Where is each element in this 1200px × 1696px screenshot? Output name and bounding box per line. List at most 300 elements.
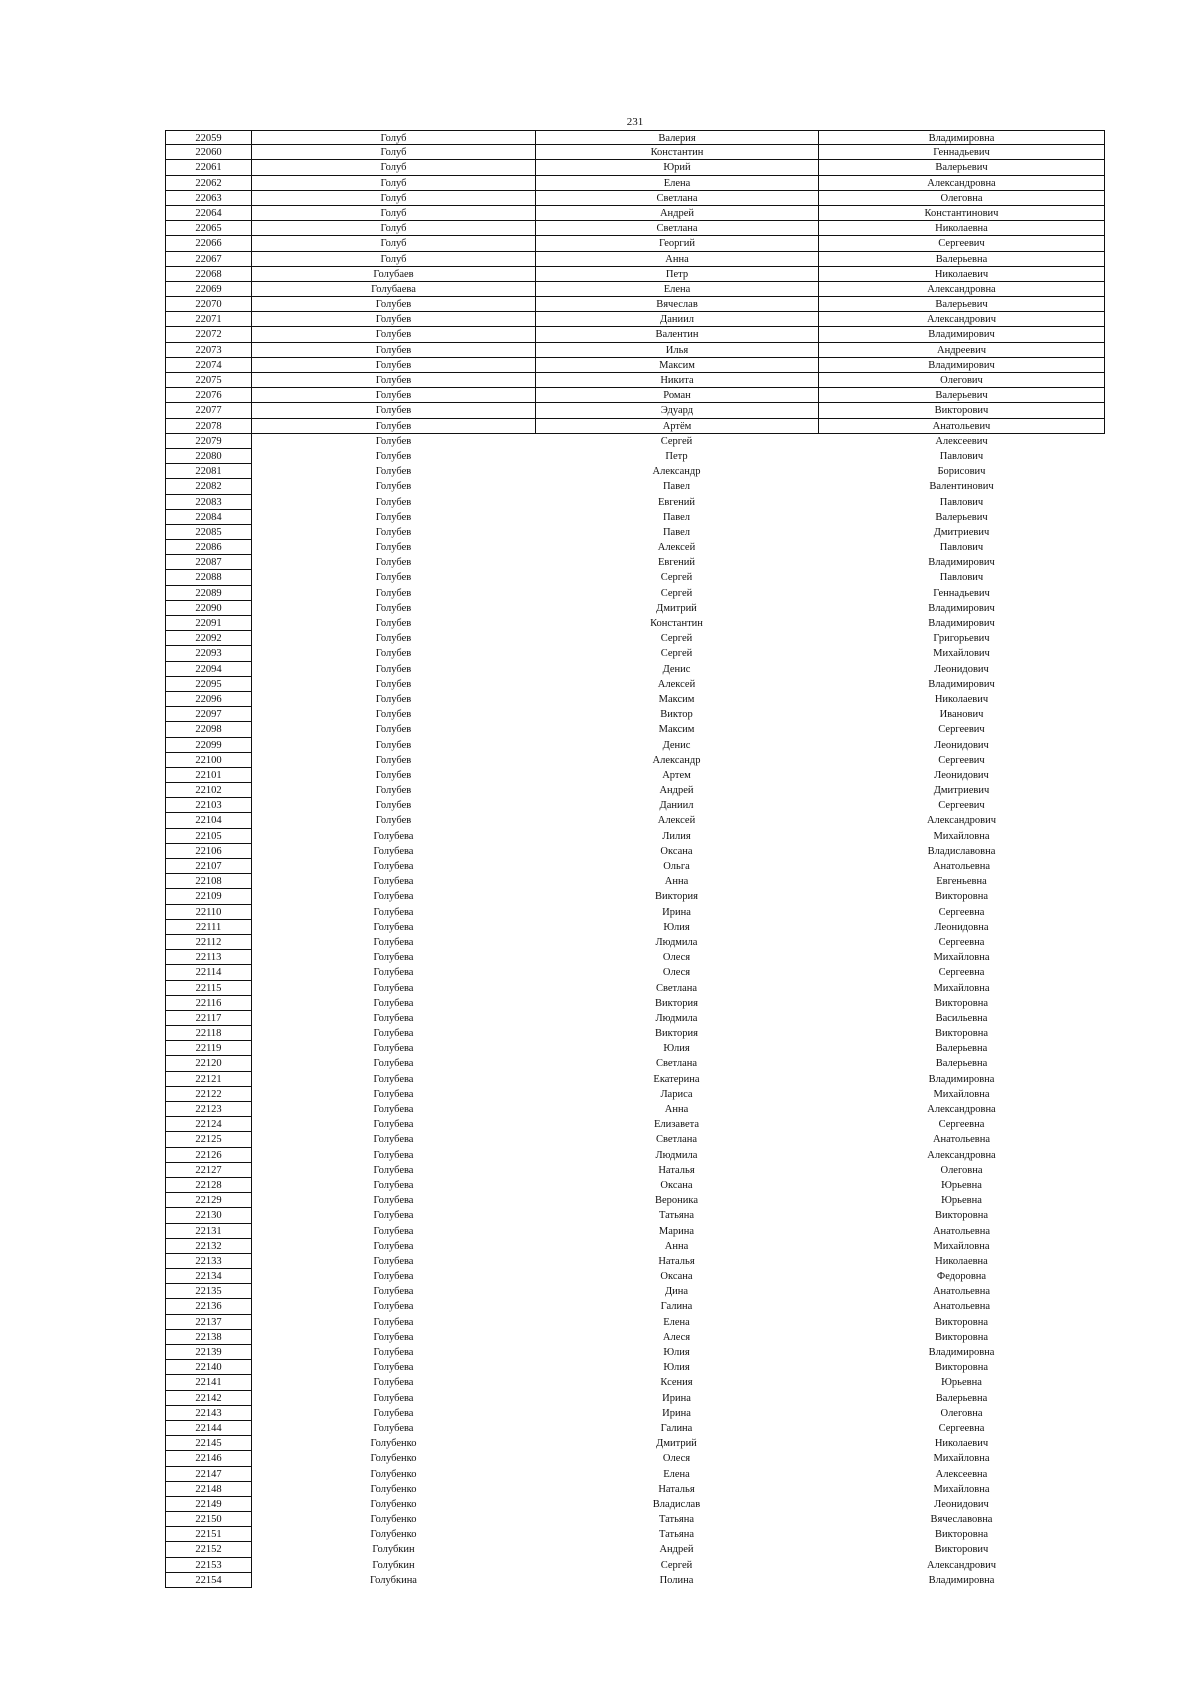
table-row: [165, 343, 1105, 358]
last-name: Голубева: [373, 1392, 414, 1404]
record-number: 22141: [165, 1375, 252, 1390]
last-name: Голубева: [373, 921, 414, 933]
patronymic: Михайловна: [933, 982, 990, 994]
first-name: Юлия: [663, 1347, 690, 1358]
first-name: Юрий: [535, 160, 818, 175]
first-name: Олеся: [662, 1453, 691, 1465]
last-name: Голубева: [373, 1088, 414, 1100]
last-name: Голуб: [252, 236, 535, 251]
table-row: [165, 206, 1105, 221]
first-name: Анна: [535, 252, 818, 267]
patronymic: Алексеевич: [935, 435, 988, 447]
first-name: Петр: [535, 267, 818, 282]
first-name: Юлия: [663, 921, 690, 933]
first-name: Вячеслав: [535, 297, 818, 312]
patronymic: Леонидович: [934, 663, 989, 675]
table-row: [165, 646, 1105, 661]
record-number: 22123: [165, 1102, 252, 1117]
table-row: [165, 981, 1105, 996]
table-row: [165, 1391, 1105, 1406]
table-row: [165, 358, 1105, 373]
first-name: Максим: [658, 693, 695, 705]
record-number: 22143: [165, 1406, 252, 1421]
last-name: Голубева: [373, 906, 414, 918]
record-number: 22105: [165, 829, 252, 844]
last-name: Голубев: [375, 435, 412, 447]
first-name: Анна: [664, 1240, 689, 1252]
first-name: Алексей: [657, 678, 696, 690]
first-name: Павел: [662, 511, 691, 523]
record-number: 22081: [165, 464, 252, 479]
table-row: [165, 1573, 1105, 1588]
first-name: Людмила: [655, 1149, 698, 1161]
table-row: [165, 859, 1105, 874]
last-name: Голубев: [252, 358, 535, 373]
record-number: 22106: [165, 844, 252, 859]
first-name: Денис: [662, 739, 691, 751]
last-name: Голубева: [373, 1407, 414, 1419]
first-name: Сергей: [660, 633, 693, 645]
table-row: [165, 1117, 1105, 1132]
table-row: [165, 1284, 1105, 1299]
last-name: Голубев: [375, 587, 412, 599]
last-name: Голубева: [373, 891, 414, 903]
patronymic: Евгеньевна: [936, 876, 987, 888]
last-name: Голубев: [375, 663, 412, 675]
first-name: Оксана: [660, 1271, 693, 1283]
last-name: Голубева: [373, 1210, 414, 1222]
first-name: Юлия: [663, 1362, 690, 1374]
patronymic: Григорьевич: [933, 633, 990, 645]
last-name: Голубев: [252, 403, 535, 418]
record-number: 22077: [165, 403, 252, 418]
patronymic: Павлович: [939, 496, 984, 508]
first-name: Илья: [535, 343, 818, 358]
record-number: 22101: [165, 768, 252, 783]
record-number: 22137: [165, 1315, 252, 1330]
table-row: [165, 282, 1105, 297]
patronymic: Владимировна: [928, 1347, 995, 1358]
record-number: 22133: [165, 1254, 252, 1269]
last-name: Голубенко: [370, 1529, 417, 1541]
first-name: Ольга: [663, 861, 690, 872]
patronymic: Викторович: [934, 1544, 989, 1556]
patronymic: Геннадьевич: [818, 145, 1105, 160]
first-name: Виктория: [655, 1028, 698, 1040]
table-row: [165, 130, 1105, 145]
record-number: 22062: [165, 176, 252, 191]
record-number: 22095: [165, 677, 252, 692]
last-name: Голубев: [375, 602, 412, 614]
last-name: Голубев: [375, 526, 412, 538]
table-row: [165, 1102, 1105, 1117]
last-name: Голубев: [375, 769, 412, 781]
record-number: 22091: [165, 616, 252, 631]
patronymic: Михайловна: [933, 1240, 990, 1252]
first-name: Эдуард: [535, 403, 818, 418]
first-name: Владислав: [652, 1498, 701, 1510]
table-row: [165, 464, 1105, 479]
patronymic: Владимирович: [928, 557, 995, 569]
patronymic: Васильевна: [935, 1012, 988, 1024]
record-number: 22134: [165, 1269, 252, 1284]
table-row: [165, 1087, 1105, 1102]
patronymic: Михайловна: [933, 1483, 990, 1495]
last-name: Голубенко: [370, 1483, 417, 1495]
first-name: Анна: [664, 1104, 689, 1115]
record-number: 22059: [165, 130, 252, 145]
last-name: Голубев: [375, 709, 412, 721]
patronymic: Сергеевна: [938, 1119, 985, 1131]
record-number: 22087: [165, 555, 252, 570]
patronymic: Анатольевич: [818, 419, 1105, 434]
record-number: 22065: [165, 221, 252, 236]
patronymic: Николаевна: [818, 221, 1105, 236]
last-name: Голуб: [252, 252, 535, 267]
first-name: Даниил: [535, 312, 818, 327]
first-name: Оксана: [660, 1179, 693, 1191]
last-name: Голубева: [373, 1225, 414, 1237]
first-name: Елена: [663, 1468, 690, 1480]
record-number: 22114: [165, 965, 252, 980]
last-name: Голуб: [252, 176, 535, 191]
table-row: [165, 403, 1105, 418]
record-number: 22115: [165, 981, 252, 996]
record-number: 22089: [165, 586, 252, 601]
last-name: Голуб: [252, 160, 535, 175]
last-name: Голуб: [252, 206, 535, 221]
first-name: Юлия: [663, 1043, 690, 1055]
last-name: Голубева: [373, 1179, 414, 1191]
patronymic: Леонидовна: [934, 921, 989, 933]
last-name: Голубаева: [252, 282, 535, 297]
patronymic: Андреевич: [818, 343, 1105, 358]
patronymic: Владимировна: [928, 1073, 995, 1085]
record-number: 22118: [165, 1026, 252, 1041]
record-number: 22086: [165, 540, 252, 555]
record-number: 22113: [165, 950, 252, 965]
first-name: Ксения: [660, 1377, 693, 1389]
patronymic: Юрьевна: [941, 1179, 982, 1191]
patronymic: Михайлович: [933, 648, 990, 660]
record-number: 22122: [165, 1087, 252, 1102]
last-name: Голубев: [375, 481, 412, 493]
patronymic: Сергеевна: [938, 967, 985, 979]
record-number: 22078: [165, 419, 252, 434]
patronymic: Сергеевна: [938, 1422, 985, 1434]
record-number: 22142: [165, 1391, 252, 1406]
patronymic: Олеговна: [940, 1164, 983, 1176]
patronymic: Анатольевна: [932, 1301, 991, 1313]
record-number: 22136: [165, 1299, 252, 1314]
last-name: Голубев: [252, 297, 535, 312]
table-row: [165, 1178, 1105, 1193]
table-row: [165, 1056, 1105, 1071]
record-number: 22064: [165, 206, 252, 221]
record-number: 22099: [165, 738, 252, 753]
last-name: Голубева: [373, 1012, 414, 1024]
first-name: Даниил: [659, 800, 694, 812]
first-name: Ирина: [662, 906, 691, 918]
table-row: [165, 1558, 1105, 1573]
record-number: 22138: [165, 1330, 252, 1345]
table-row: [165, 252, 1105, 267]
record-number: 22072: [165, 327, 252, 342]
table-row: [165, 221, 1105, 236]
patronymic: Владимирович: [928, 618, 995, 629]
last-name: Голубев: [375, 754, 412, 766]
first-name: Наталья: [658, 1164, 695, 1176]
first-name: Роман: [535, 388, 818, 403]
patronymic: Анатольевна: [932, 1225, 991, 1237]
first-name: Денис: [662, 663, 691, 675]
patronymic: Федоровна: [936, 1271, 987, 1283]
first-name: Максим: [658, 724, 695, 736]
record-number: 22070: [165, 297, 252, 312]
record-number: 22146: [165, 1451, 252, 1466]
last-name: Голубева: [373, 1301, 414, 1313]
first-name: Евгений: [657, 496, 696, 508]
first-name: Галина: [660, 1422, 693, 1434]
table-row: [165, 1193, 1105, 1208]
patronymic: Александрович: [926, 1559, 997, 1571]
record-number: 22140: [165, 1360, 252, 1375]
patronymic: Павлович: [939, 450, 984, 462]
first-name: Дмитрий: [656, 1438, 697, 1450]
first-name: Георгий: [535, 236, 818, 251]
patronymic: Юрьевна: [941, 1377, 982, 1389]
first-name: Татьяна: [658, 1514, 695, 1526]
record-number: 22144: [165, 1421, 252, 1436]
first-name: Елена: [663, 1316, 690, 1328]
last-name: Голубева: [373, 1240, 414, 1252]
first-name: Татьяна: [658, 1210, 695, 1222]
first-name: Алексей: [657, 542, 696, 554]
first-name: Галина: [660, 1301, 693, 1313]
first-name: Светлана: [655, 1058, 698, 1070]
record-number: 22100: [165, 753, 252, 768]
first-name: Валентин: [535, 327, 818, 342]
first-name: Андрей: [535, 206, 818, 221]
table-row: [165, 798, 1105, 813]
last-name: Голубев: [252, 373, 535, 388]
last-name: Голубева: [373, 936, 414, 948]
patronymic: Иванович: [939, 709, 984, 721]
record-number: 22103: [165, 798, 252, 813]
last-name: Голубкин: [372, 1559, 415, 1571]
last-name: Голубева: [373, 1073, 414, 1085]
table-row: [165, 540, 1105, 555]
table-row: [165, 267, 1105, 282]
record-number: 22107: [165, 859, 252, 874]
table-row: [165, 191, 1105, 206]
first-name: Лариса: [660, 1088, 693, 1100]
table-row: [165, 1542, 1105, 1557]
record-number: 22139: [165, 1345, 252, 1360]
last-name: Голубева: [373, 1164, 414, 1176]
patronymic: Константинович: [818, 206, 1105, 221]
record-number: 22079: [165, 434, 252, 449]
last-name: Голубаев: [252, 267, 535, 282]
last-name: Голубева: [373, 1362, 414, 1374]
record-number: 22116: [165, 996, 252, 1011]
last-name: Голубева: [373, 1195, 414, 1207]
first-name: Елена: [535, 176, 818, 191]
record-number: 22060: [165, 145, 252, 160]
last-name: Голубева: [373, 1255, 414, 1267]
record-number: 22112: [165, 935, 252, 950]
table-row: [165, 1360, 1105, 1375]
patronymic: Валерьевич: [818, 388, 1105, 403]
name-list: [165, 130, 1105, 1588]
patronymic: Викторовна: [934, 1316, 989, 1328]
record-number: 22148: [165, 1482, 252, 1497]
last-name: Голуб: [252, 145, 535, 160]
patronymic: Алексеевна: [935, 1468, 988, 1480]
record-number: 22131: [165, 1224, 252, 1239]
patronymic: Викторович: [818, 403, 1105, 418]
first-name: Ирина: [662, 1392, 691, 1404]
table-row: [165, 677, 1105, 692]
first-name: Олеся: [662, 952, 691, 964]
first-name: Константин: [535, 145, 818, 160]
patronymic: Викторовна: [934, 997, 989, 1009]
record-number: 22154: [165, 1573, 252, 1588]
last-name: Голубев: [375, 618, 412, 629]
last-name: Голубева: [373, 1377, 414, 1389]
record-number: 22096: [165, 692, 252, 707]
record-number: 22121: [165, 1072, 252, 1087]
table-row: [165, 920, 1105, 935]
table-row: [165, 145, 1105, 160]
patronymic: Олеговна: [940, 1407, 983, 1419]
table-row: [165, 1299, 1105, 1314]
table-row: [165, 1254, 1105, 1269]
record-number: 22127: [165, 1163, 252, 1178]
table-row: [165, 1269, 1105, 1284]
record-number: 22124: [165, 1117, 252, 1132]
last-name: Голубева: [373, 952, 414, 964]
record-number: 22151: [165, 1527, 252, 1542]
first-name: Максим: [535, 358, 818, 373]
first-name: Валерия: [535, 130, 818, 145]
record-number: 22149: [165, 1497, 252, 1512]
last-name: Голубева: [373, 997, 414, 1009]
patronymic: Валерьевич: [818, 297, 1105, 312]
table-row: [165, 449, 1105, 464]
last-name: Голубева: [373, 1331, 414, 1343]
last-name: Голубева: [373, 967, 414, 979]
first-name: Ирина: [662, 1407, 691, 1419]
patronymic: Анатольевна: [932, 861, 991, 872]
patronymic: Сергеевна: [938, 936, 985, 948]
last-name: Голубев: [375, 466, 412, 478]
patronymic: Павлович: [939, 542, 984, 554]
table-row: [165, 1072, 1105, 1087]
last-name: Голубенко: [370, 1438, 417, 1450]
last-name: Голубев: [375, 739, 412, 751]
record-number: 22068: [165, 267, 252, 282]
table-row: [165, 1406, 1105, 1421]
first-name: Светлана: [655, 982, 698, 994]
record-number: 22080: [165, 449, 252, 464]
record-number: 22082: [165, 479, 252, 494]
table-row: [165, 570, 1105, 585]
last-name: Голубев: [375, 496, 412, 508]
table-row: [165, 783, 1105, 798]
table-row: [165, 1132, 1105, 1147]
record-number: 22120: [165, 1056, 252, 1071]
record-number: 22097: [165, 707, 252, 722]
first-name: Алексей: [657, 815, 696, 827]
first-name: Лилия: [662, 830, 691, 842]
patronymic: Владимировна: [928, 1574, 995, 1586]
last-name: Голубева: [373, 1316, 414, 1328]
table-row: [165, 388, 1105, 403]
table-row: [165, 495, 1105, 510]
patronymic: Михайловна: [933, 1088, 990, 1100]
record-number: 22071: [165, 312, 252, 327]
record-number: 22088: [165, 570, 252, 585]
last-name: Голубев: [252, 312, 535, 327]
first-name: Марина: [658, 1225, 695, 1237]
patronymic: Михайловна: [933, 952, 990, 964]
table-row: [165, 738, 1105, 753]
first-name: Александр: [652, 754, 701, 766]
patronymic: Леонидович: [934, 1498, 989, 1510]
patronymic: Валерьевич: [818, 160, 1105, 175]
table-row: [165, 312, 1105, 327]
table-row: [165, 1239, 1105, 1254]
table-row: [165, 555, 1105, 570]
table-row: [165, 965, 1105, 980]
patronymic: Дмитриевич: [933, 785, 990, 797]
table-row: [165, 874, 1105, 889]
first-name: Сергей: [660, 572, 693, 584]
last-name: Голубева: [373, 1149, 414, 1161]
last-name: Голубев: [375, 693, 412, 705]
patronymic: Валерьевич: [935, 511, 988, 523]
last-name: Голубева: [373, 845, 414, 857]
patronymic: Александрович: [818, 312, 1105, 327]
record-number: 22111: [165, 920, 252, 935]
record-number: 22063: [165, 191, 252, 206]
first-name: Сергей: [660, 435, 693, 447]
first-name: Артем: [662, 769, 691, 781]
patronymic: Александровна: [927, 1149, 996, 1161]
first-name: Дина: [664, 1286, 689, 1298]
patronymic: Валерьевна: [935, 1392, 988, 1404]
table-row: [165, 753, 1105, 768]
patronymic: Викторовна: [934, 1028, 989, 1040]
table-row: [165, 419, 1105, 434]
table-row: [165, 1330, 1105, 1345]
last-name: Голубев: [375, 785, 412, 797]
last-name: Голубева: [373, 1058, 414, 1070]
table-row: [165, 662, 1105, 677]
patronymic: Николаевич: [934, 1438, 989, 1450]
table-row: [165, 1163, 1105, 1178]
table-row: [165, 586, 1105, 601]
first-name: Светлана: [535, 221, 818, 236]
record-number: 22069: [165, 282, 252, 297]
record-number: 22090: [165, 601, 252, 616]
first-name: Екатерина: [653, 1073, 700, 1085]
table-row: [165, 479, 1105, 494]
table-row: [165, 236, 1105, 251]
first-name: Никита: [535, 373, 818, 388]
table-row: [165, 601, 1105, 616]
